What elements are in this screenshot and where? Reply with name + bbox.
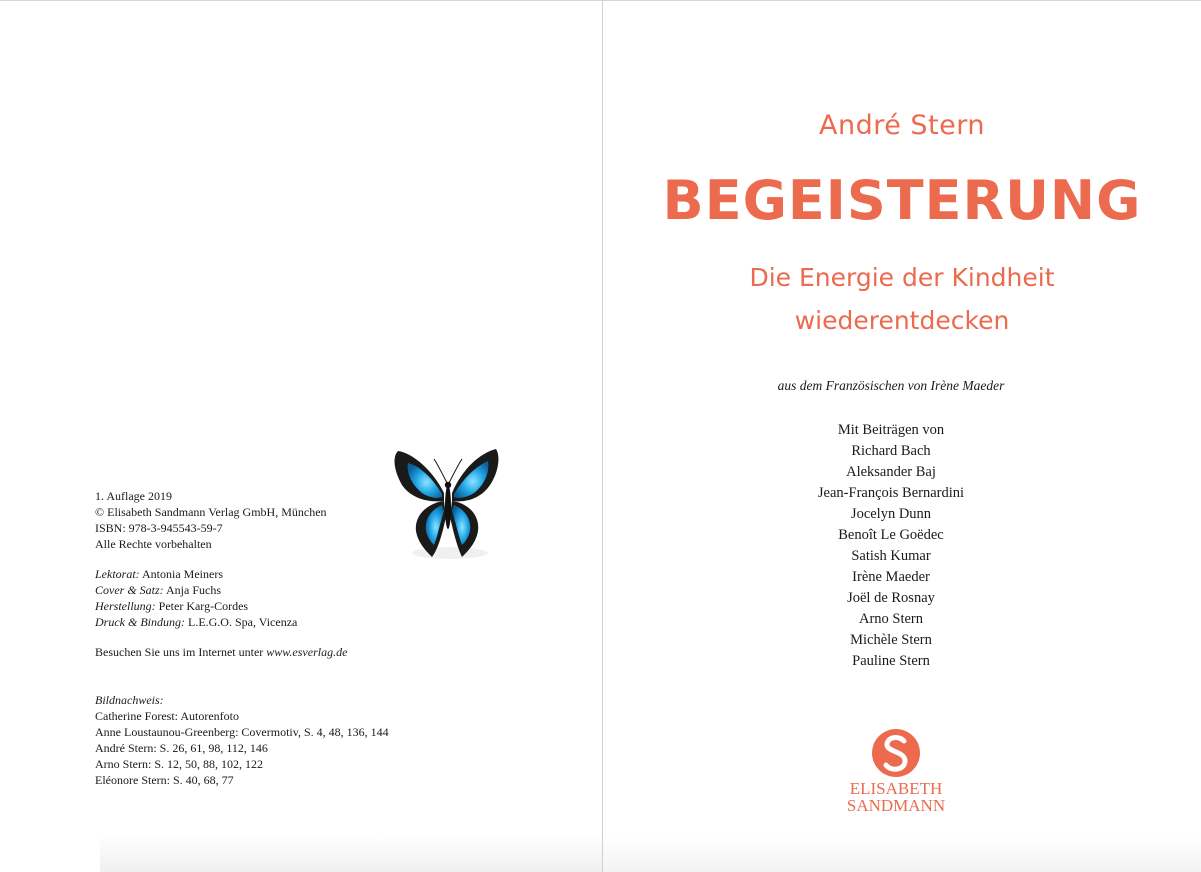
- page-top-edge: [0, 0, 1201, 1]
- publisher-logo: [836, 727, 956, 827]
- contributor-name: Joël de Rosnay: [847, 590, 935, 606]
- credit-line: [95, 614, 297, 630]
- credit-name: L.E.G.O. Spa, Vicenza: [187, 615, 298, 629]
- website-block: [95, 644, 347, 660]
- contributions-heading: Mit Beiträgen von: [837, 422, 945, 438]
- visit-text: Besuchen Sie uns im Internet unter: [95, 645, 264, 659]
- website-line: [95, 644, 347, 660]
- contributor-name: Arno Stern: [858, 611, 924, 627]
- book-title: BEGEISTERUNG: [662, 169, 1142, 232]
- picture-credits-heading-text: Bildnachweis:: [95, 693, 164, 707]
- book-subtitle: [603, 256, 1201, 342]
- credit-role: Lektorat:: [95, 567, 140, 581]
- page-shadow-right: [603, 836, 1201, 872]
- credit-role: Herstellung:: [95, 599, 156, 613]
- contributor-name: Satish Kumar: [851, 548, 931, 564]
- credit-name: Anja Fuchs: [166, 583, 222, 597]
- translator-credit: aus dem Französischen von Irène Maeder: [777, 378, 1005, 393]
- contributors-list: [603, 420, 1179, 672]
- author-name: André Stern: [819, 110, 985, 141]
- credit-name: Antonia Meiners: [142, 567, 223, 581]
- picture-credit-item: Eléonore Stern: S. 40, 68, 77: [95, 773, 234, 787]
- copyright-line: © Elisabeth Sandmann Verlag GmbH, München: [95, 505, 327, 519]
- contributor-name: Benoît Le Goëdec: [838, 527, 944, 543]
- contributor-name: Pauline Stern: [852, 653, 930, 669]
- picture-credit-item: Arno Stern: S. 12, 50, 88, 102, 122: [95, 757, 263, 771]
- credit-role: Druck & Bindung:: [95, 615, 185, 629]
- contributor-name: Michèle Stern: [850, 632, 932, 648]
- page-shadow-left: [100, 836, 602, 872]
- website-link[interactable]: www.esverlag.de: [266, 645, 348, 659]
- imprint-block: [95, 488, 327, 552]
- isbn-line: ISBN: 978-3-945543-59-7: [95, 521, 223, 535]
- publisher-name-line: ELISABETH: [849, 779, 943, 798]
- publisher-name: [836, 780, 956, 814]
- picture-credit-item: André Stern: S. 26, 61, 98, 112, 146: [95, 741, 268, 755]
- edition-line: 1. Auflage 2019: [95, 489, 172, 503]
- credit-line: [95, 566, 297, 582]
- picture-credit-item: Anne Loustaunou-Greenberg: Covermotiv, S. 4, 48, 136, 144: [95, 725, 389, 739]
- contributor-name: Aleksander Baj: [846, 464, 936, 480]
- contributor-name: Jean-François Bernardini: [817, 485, 965, 501]
- picture-credits-block: [95, 692, 389, 788]
- contributor-name: Richard Bach: [851, 443, 931, 459]
- credits-block: [95, 566, 297, 630]
- picture-credit-item: Catherine Forest: Autorenfoto: [95, 709, 239, 723]
- credit-role: Cover & Satz:: [95, 583, 164, 597]
- subtitle-line: Die Energie der Kindheit: [749, 263, 1055, 292]
- butterfly-icon: [392, 445, 502, 563]
- credit-line: [95, 598, 297, 614]
- contributor-name: Irène Maeder: [852, 569, 930, 585]
- rights-line: Alle Rechte vorbehalten: [95, 537, 212, 551]
- subtitle-line: wiederentdecken: [794, 306, 1010, 335]
- credit-name: Peter Karg-Cordes: [158, 599, 249, 613]
- picture-credits-heading: [95, 692, 389, 708]
- publisher-s-icon: [872, 727, 920, 779]
- credit-line: [95, 582, 297, 598]
- publisher-name-line: SANDMANN: [846, 796, 946, 815]
- contributor-name: Jocelyn Dunn: [850, 506, 932, 522]
